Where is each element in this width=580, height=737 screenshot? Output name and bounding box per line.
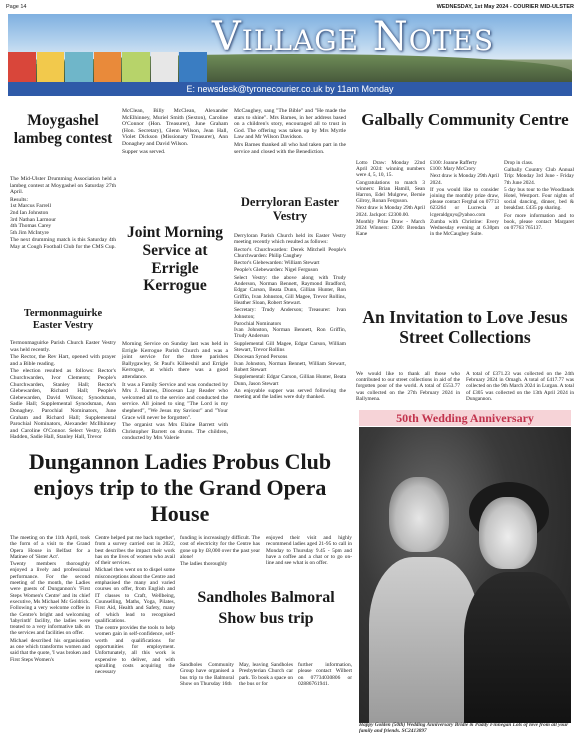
probus-col-3: funding is increasingly difficult. The cost of electricity for the Centre has gone up by £8,000 over the past year alone! The ladies thoroughly [180, 535, 260, 568]
sandholes-headline: Sandholes Balmoral Show bus trip [197, 589, 335, 627]
derryloran-article: Derryloran Parish Church held its Easter Vestry meeting recently which resulted as follows: Rector's Churchwarden: Derek Mitchell People's Churchwarden: Philip Caughey Rector's Glebewarden: William Stewart People's Glebewarden: Nigel Ferguson Select Vestry: the above along with Trudy Anderson, Norman Bennett, Raymond Bradford, Edgar Carson, Beata Dunn, Gillian Hunter, Ron Griffin, Ivan Johnston, Gill Magee, Trevor Rollins, Heather Sloan, Robert Stewart. Secretary: Trudy Anderson; Treasurer: Ivan Johnston; Parochial Nominators Ivan Johnston, Norman Bennett, Ron Griffin, Trudy Anderson Supplemental Gill Magee, Edgar Carson, William Stewart, Trevor Rollins Diocesan Synod Persons Ivan Johnston, Norman Bennett, William Stewart, Robert Stewart Supplemental: Edgar Carson, Gillian Hunter, Beata Dunn, Jason Stewart An enjoyable supper was served following the meeting and the ladies were duly thanked. [234, 233, 346, 401]
termon-article: Termonmaguirke Parish Church Easter Vestry was held recently. The Rector, the Rev Hart, opened with prayer and a Bible reading. The election resulted as follows: Rector's Churchwarden, Ivor Clements; People's Churchwarden, Stanley Hall; Rector's Glebewarden, Richard Hall; People's Glebewarden, David Wilson; Synodsman, Sadie Hall; Supplemental Synodsman, Ann Donaghey. Parochial Nominators, June Graham and Richard Hall; Supplemental Parochial Nominators, Alexander McIlhinney and Caroline O'Connor. Select Vestry, Edith Hadden, Sadie Hall, Stanley Hall, Trevor [10, 340, 116, 441]
probus-headline: Dungannon Ladies Probus Club enjoys trip to the Grand Opera House [28, 449, 332, 526]
probus-col-2: Centre helped put me back together', from a survey carried out in 2022, best describes the impact their work has on the lives of women who avail of their services. Michael then went on to dispel some misconceptions about the Centre and emphasised the many and varied courses on offer, from English and IT classes to Craft, Wellbeing, Counselling, Maths, Yoga, Pilates, First Aid, Health and Safety, many of which lead to recognised qualifications. The centre provides the tools to help women gain in self-confidence, self-worth and qualifications for opportunities for employment. Unfortunately, all this work is expensive to deliver, and with spiralling costs acquiring the necessary [95, 535, 175, 676]
galbally-col-1: Lotto Draw: Monday 22nd April 2024: winning numbers were 4, 5, 10, 15. Congratulations to match 3 winners: Brian Hamill, Sean Harron, Edel Mulgrew, Bernie Gilroy, Ronan Ferguson. Next draw is Monday 29th April 2024. Jackpot: £2300.00. Monthly Prize Draw - March 2024 Winners: £200: Brendan Kane [356, 160, 425, 238]
anniversary-label: 50th Wedding Anniversary [359, 410, 571, 426]
galbally-headline: Galbally Community Centre [361, 110, 569, 129]
termon-headline: Termonmaguirke Easter Vestry [23, 308, 103, 332]
issue-date: WEDNESDAY, 1st May 2024 - COURIER MID-ULSTER [436, 4, 574, 10]
sandholes-col-2: May, leaving Sandholes Presbyterian Church car park. To book a space on the bus or for [239, 662, 293, 687]
anniversary-photo [359, 427, 571, 723]
joint-service-article: Morning Service on Sunday last was held in Errigle Kerrogue Parish Church and was a joint service for the three parishes Ballygawley, St Paul's Killeeshil and Errigle Kerrogue, at which there was a good attendance. It was a Family Service and was conducted by Mrs J. Barnes, Diocesan Lay Reader who welcomed all to the service and conducted the service. All joined to sing "The Lord is my shepherd", "We Jesus my Saviour" and "Your Grace will never be forgotten". The organist was Mrs Elaine Barrett with Christopher Barrett on drums. The children, conducted by Mrs Valerie [122, 341, 228, 442]
probus-col-4: enjoyed their visit and highly recommend ladies aged 21-95 to call in Monday to Thursday 9.45 - 5pm and have a coffee and a chat or to go on-line and see what is on offer. [266, 535, 352, 567]
derryloran-headline: Derryloran Easter Vestry [240, 195, 340, 224]
probus-col-1: The meeting on the 11th April, took the form of a visit to the Grand Opera House in Belfast for a Matinee of 'Sister Act'. Twenty members thoroughly enjoyed a lively and professional performance. For the second meeting of the month, the Ladies were guests of Dungannon's 'First Steps Women's Centre' and its chief executive, Ms Michael Mc Goldrick. Following a very welcome coffee in the Centre's bright and welcoming 'labyrinth' facility, the ladies were treated to a very informative talk on the services and facilities on offer. Michael described his organisation as one which transforms women and said that the quote, 'I was broken and First Steps Women's [10, 535, 91, 663]
joint-service-headline: Joint Morning Service at Errigle Kerrogue [126, 224, 224, 295]
banner-title: Village Notes [211, 14, 495, 60]
village-notes-banner [8, 14, 572, 96]
termon-article-continued: McClean, Billy McClean, Alexander McElhinney, Muriel Smith (Sexton), Caroline O'Connor (Hon. Treasurer), June Graham (Hon. Secretary), Glenn Wilson, Jean Hall, Violet Dickson (Missionary Treasurer), Ann Donaghey and David Wilson. Supper was served. [122, 108, 228, 155]
sandholes-col-1: Sandholes Community Group have organised a bus trip to the Balmoral Show on Thursday 16th [180, 662, 234, 687]
page-number: Page 14 [6, 4, 27, 10]
invitation-headline: An Invitation to Love Jesus Street Collections [362, 307, 568, 348]
moygashel-article: The Mid-Ulster Drumming Association held a lambeg contest at Moygashel on Saturday 27th April. Results: 1st Marcus Farrell 2nd Ian Johnston 3rd Nathan Larmour 4th Thomas Carey 5th Jim McIntyre The next drumming match is this Saturday 4th May at Cough Football Club for the CMS Cup. [10, 176, 116, 250]
anniversary-caption: Happy Golden (50th) Wedding Anniversary Bridie & Paddy Finnegan Lots of love from all your family and friends. SC2413897 [359, 722, 569, 735]
joint-service-continued: McCaughey, sang "The Bible" and "He made the stars to shine". Mrs Barnes, in her address based on a children's story, encouraged all to trust in God. The offering was taken up by Mrs Myrtle Law and Mr Wilson Davidson. Mrs Barnes thanked all who had taken part in the service and closed with the Benediction. [234, 108, 346, 155]
invitation-col-2: A total of £371.23 was collected on the 24th February 2024 in Omagh. A total of £417.77 was collected on the 9th March 2024 in Lurgan. A total of £305 was collected on the 13th April 2024 in Dungannon. [466, 371, 574, 402]
moygashel-headline: Moygashel lambeg contest [13, 112, 113, 147]
galbally-col-2: £100: Joanne Rafferty £100: Mary McCrory Next draw is Monday 29th April 2024. If you would like to consider joining the monthly prize draw, please contact Ferghal on 07713 623264 or Lucrecia at lcgeraldguys@yahoo.com Zumba with Christine: Every Wednesday evening at 6.30pm in the McCaughey Suite. [430, 160, 499, 238]
coloured-houses-image [8, 52, 208, 86]
newsdesk-email[interactable]: E: newsdesk@tyronecourier.co.uk by 11am Monday [8, 82, 572, 96]
sandholes-col-3: further information, please contact Wilbert on 07734030806 or 02886761941. [298, 662, 352, 687]
page-header [0, 0, 580, 14]
invitation-col-1: We would like to thank all those who contributed to our street collections in aid of the forgotten poor of the world. A total of £553.77 was collected on the 27th February 2024 in Ballymena. [356, 371, 460, 402]
galbally-col-3: Drop in class. Galbally Country Club Annual Trip: Monday 3rd June - Friday 7th June 2024. 5 day bus tour to the Woodlands Hotel, Westport. Four nights of social dancing, dinner, bed & breakfast. £435 pp sharing. For more information and to book, please contact Margaret on 07763 765137. [504, 160, 574, 232]
